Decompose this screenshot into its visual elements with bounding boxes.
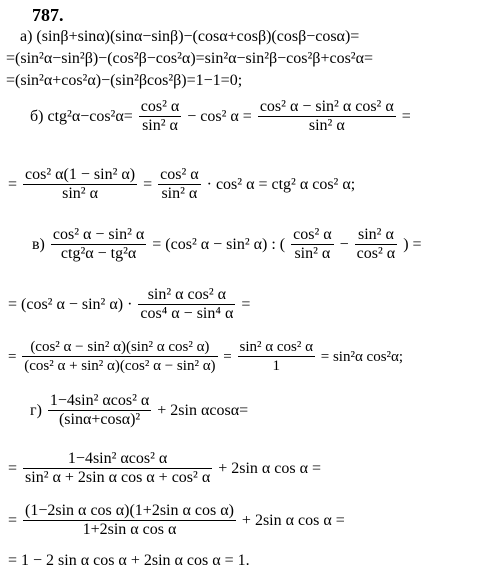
expression-text: · cos² α = ctg² α cos² α; [206,175,356,193]
denominator: ctg²α − tg²α [60,245,137,262]
denominator: 1+2sin α cos α [82,521,177,538]
numerator: sin² α cos² α [239,339,313,355]
part-g-label: г) [30,401,42,419]
denominator: sin² α [161,185,198,202]
expression-text: = (cos² α − sin² α) : ( [152,235,286,253]
numerator: sin² α [355,226,398,245]
denominator: sin² α [308,117,345,134]
expression-text: = (cos² α − sin² α) · [8,295,133,313]
fraction [23,502,236,539]
denominator: sin² α [142,117,178,134]
part-v-label: в) [32,235,45,253]
denominator: (cos² α + sin² α)(cos² α − sin² α) [24,358,216,374]
fraction [22,338,217,375]
fraction [51,226,146,263]
fraction [291,226,334,263]
numerator: cos² α [140,98,180,115]
part-a-line-1: а) (sinβ+sinα)(sinα−sinβ)−(cosα+cosβ)(cosβ−cosα)= [20,28,360,45]
denominator: cos⁴ α − sin⁴ α [140,305,234,322]
expression-text: ) = [403,235,422,253]
fraction [23,166,137,203]
part-v-line-3 [8,338,403,375]
numerator: cos² α − sin² α cos² α [259,98,394,115]
expression-text: = [8,348,17,365]
expression-text: + 2sin α cos α = [241,511,345,529]
denominator: sin² α [294,245,331,262]
expression-text: − [339,235,349,253]
fraction [158,166,201,203]
expression-text: = sin²α cos²α; [320,348,404,365]
expression-text: = [8,511,18,529]
fraction [355,226,398,263]
part-g-line-3 [8,502,345,539]
denominator: (sinα+cosα)² [58,411,141,428]
numerator: (1−2sin α cos α)(1+2sin α cos α) [25,502,234,519]
expression-text: = [401,107,411,125]
part-b-line-2 [8,166,355,203]
denominator: sin² α + 2sin α cos α + cos² α [25,469,211,486]
denominator: sin² α [62,185,98,202]
part-g-line-2 [8,450,321,487]
numerator: cos² α [160,166,199,183]
expression-text: + 2sin αcosα= [157,401,249,419]
expression-text: = [241,295,251,313]
numerator: (cos² α − sin² α)(sin² α cos² α) [22,338,217,357]
part-a-line-2: =(sin²α−sin²β)−(cos²β−cos²α)=sin²α−sin²β−cos²β+cos²α= [6,50,373,67]
part-g-line-1 [30,392,248,429]
numerator: cos² α − sin² α [52,226,145,243]
problem-number: 787. [32,5,64,25]
fraction [138,286,235,323]
expression-text: + 2sin α cos α = [218,459,322,477]
fraction [23,450,212,487]
part-b-label: б) ctg²α−cos²α= [30,107,133,125]
fraction [238,338,315,375]
part-v-line-1 [32,226,422,263]
numerator: cos² α [293,226,332,243]
numerator: cos² α(1 − sin² α) [25,166,136,183]
part-g-final: = 1 − 2 sin α cos α + 2sin α cos α = 1. [8,552,250,569]
denominator: cos² α [356,245,396,262]
numerator: sin² α cos² α [138,286,235,305]
expression-text: = [143,175,153,193]
expression-text: − cos² α = [187,107,252,125]
expression-text: = [223,348,232,365]
denominator: 1 [272,358,280,374]
fraction [48,392,151,429]
part-a-line-3: =(sin²α+cos²α)−(sin²βcos²β)=1−1=0; [6,72,243,89]
numerator: 1−4sin² αcos² α [23,450,212,469]
expression-text: = [8,175,18,193]
numerator: 1−4sin² αcos² α [49,392,150,409]
fraction [258,98,396,135]
fraction [139,98,182,135]
expression-text: = [8,459,18,477]
part-b-line-1 [30,98,411,135]
part-v-line-2 [8,286,250,323]
